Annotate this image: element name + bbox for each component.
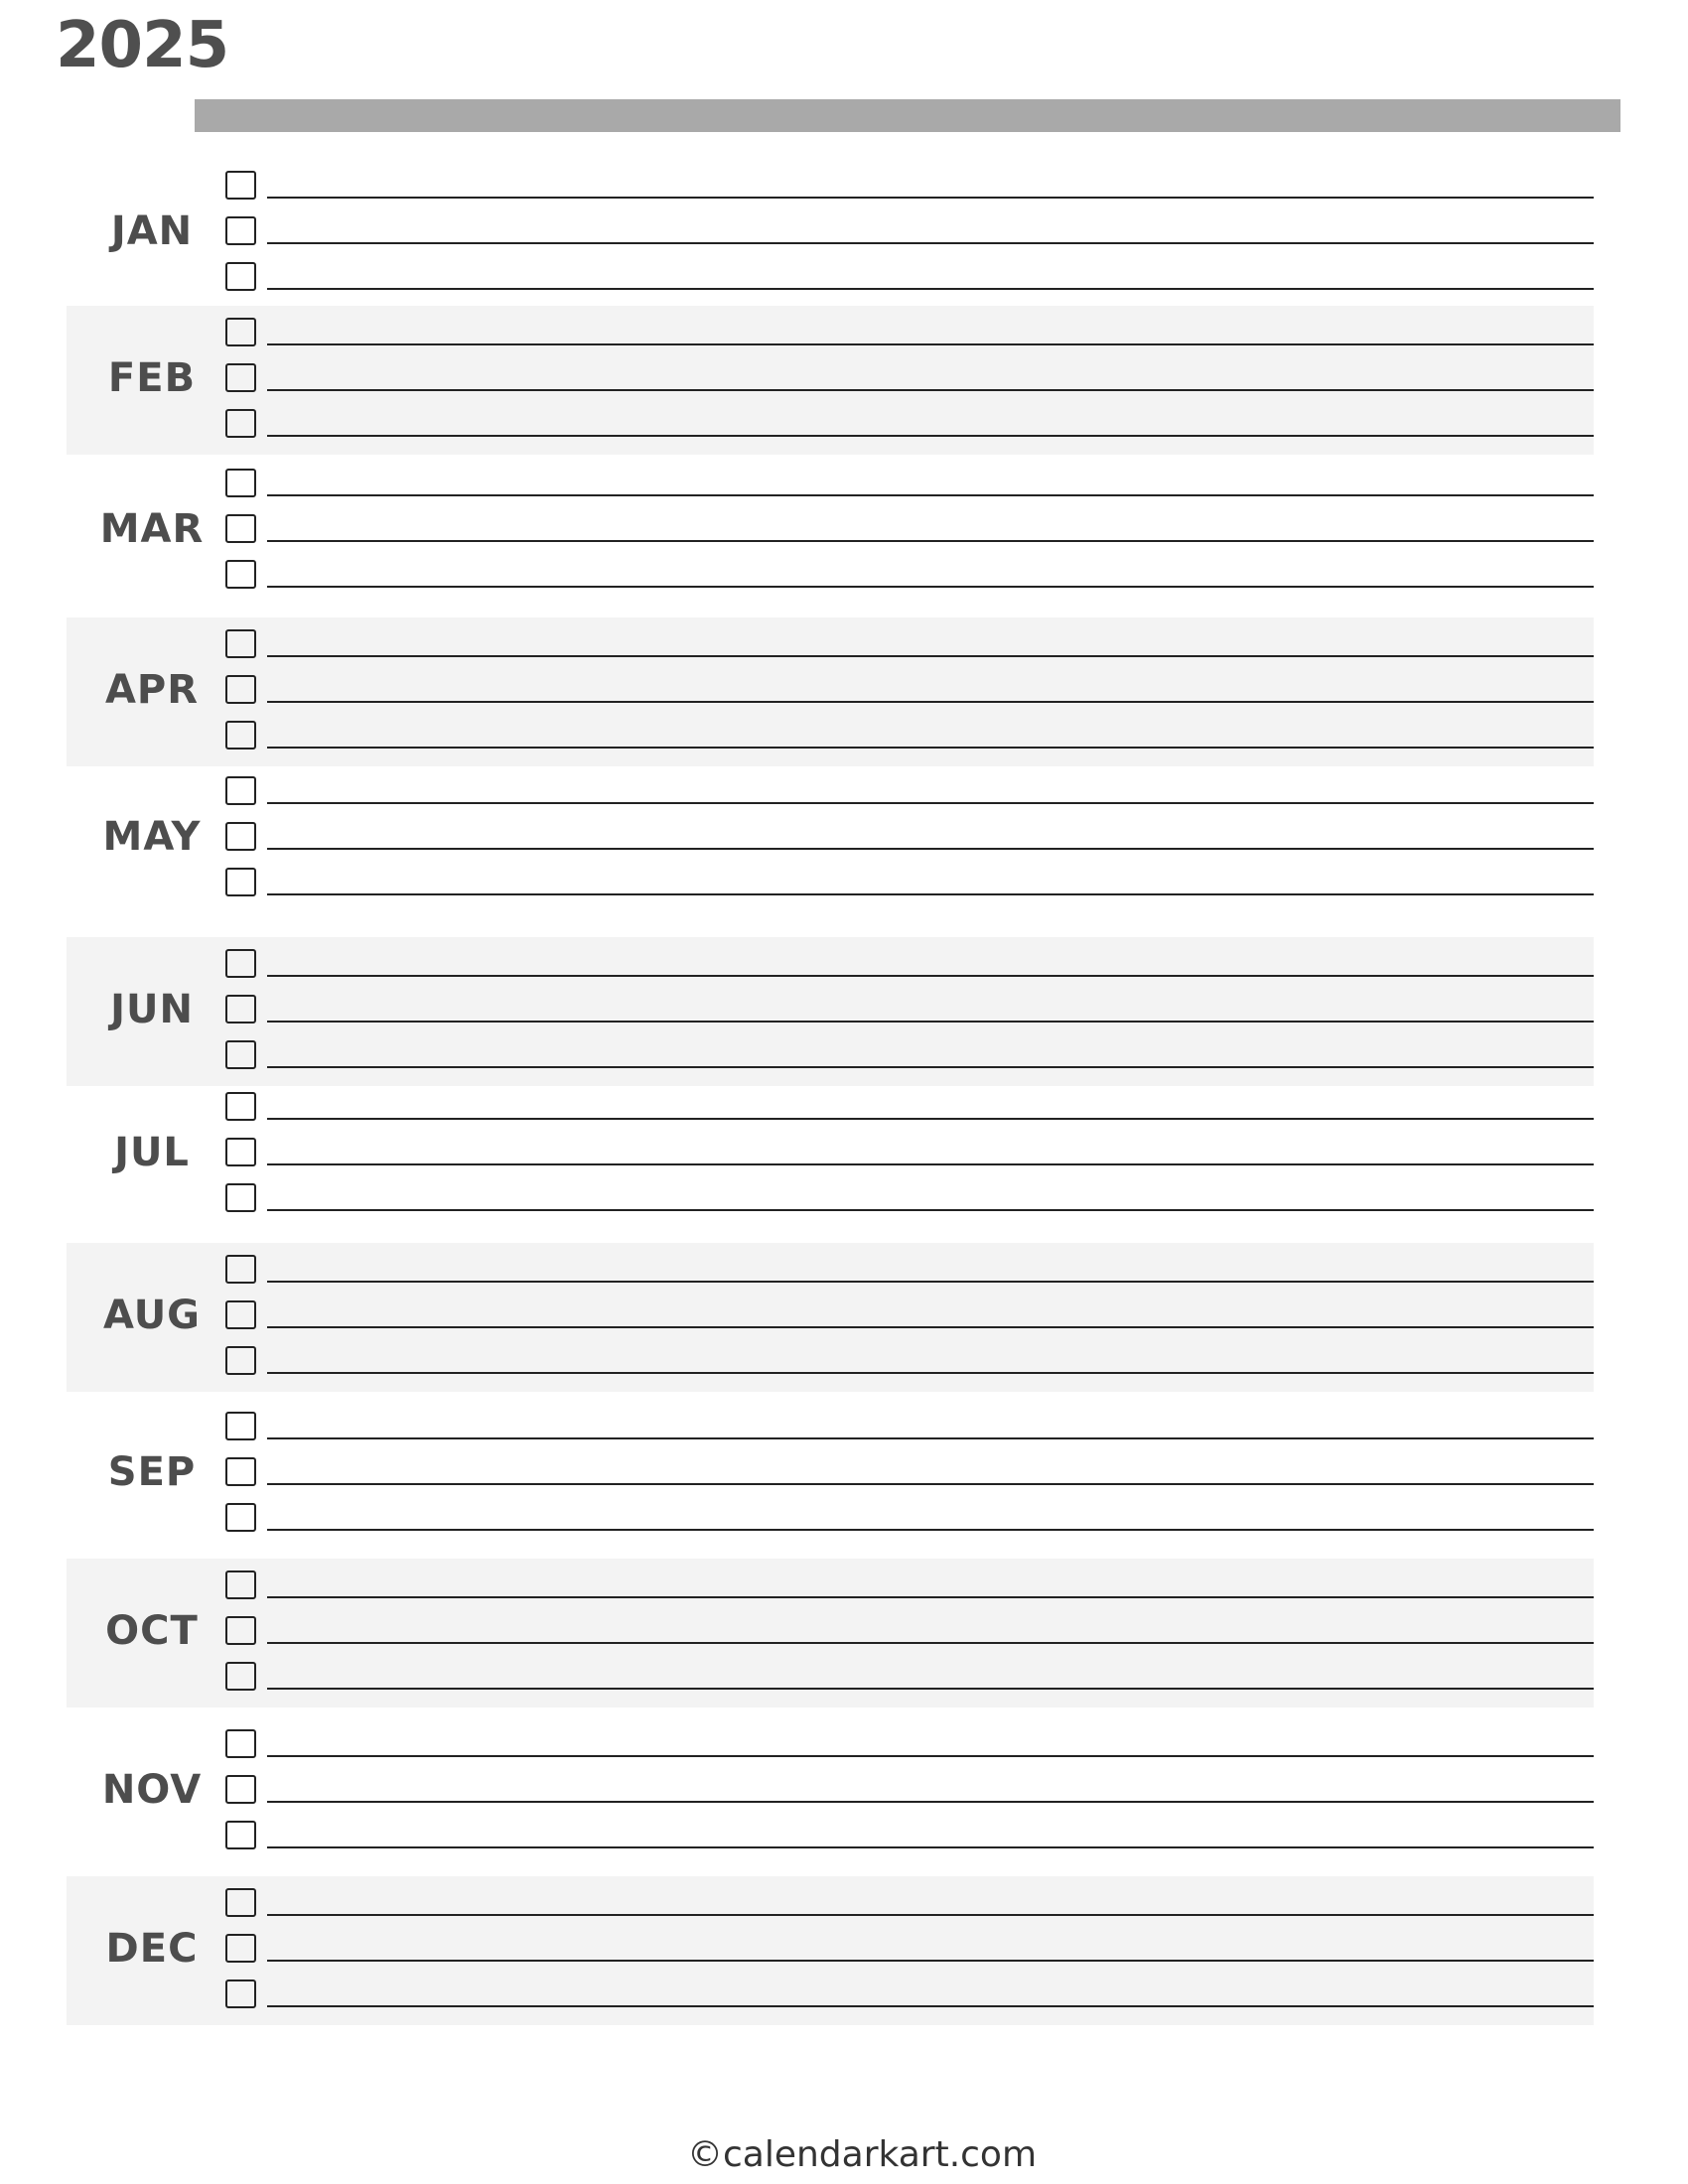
task-row bbox=[67, 258, 1594, 304]
task-checkbox[interactable] bbox=[225, 949, 256, 978]
task-checkbox[interactable] bbox=[225, 1183, 256, 1212]
task-checkbox[interactable] bbox=[225, 1457, 256, 1486]
task-row bbox=[67, 1293, 1594, 1342]
task-row bbox=[67, 1088, 1594, 1134]
task-row bbox=[67, 1658, 1594, 1704]
task-write-line[interactable] bbox=[267, 1118, 1594, 1120]
footer-site: calendarkart.com bbox=[722, 2134, 1038, 2175]
task-checkbox[interactable] bbox=[225, 675, 256, 704]
task-write-line[interactable] bbox=[267, 1801, 1594, 1803]
task-write-line[interactable] bbox=[267, 435, 1594, 437]
task-checkbox[interactable] bbox=[225, 1934, 256, 1963]
task-write-line[interactable] bbox=[267, 848, 1594, 850]
task-checkbox[interactable] bbox=[225, 514, 256, 543]
task-checkbox[interactable] bbox=[225, 1775, 256, 1804]
page-title: 2025 bbox=[56, 9, 229, 82]
task-row bbox=[67, 1884, 1594, 1930]
task-write-line[interactable] bbox=[267, 655, 1594, 657]
task-write-line[interactable] bbox=[267, 1755, 1594, 1757]
task-write-line[interactable] bbox=[267, 1281, 1594, 1283]
task-row bbox=[67, 167, 1594, 212]
month-label: MAY bbox=[102, 814, 202, 860]
task-write-line[interactable] bbox=[267, 197, 1594, 199]
month-label: JAN bbox=[110, 208, 194, 254]
task-row bbox=[67, 1926, 1594, 1976]
task-checkbox[interactable] bbox=[225, 409, 256, 438]
task-row bbox=[67, 1767, 1594, 1817]
task-checkbox[interactable] bbox=[225, 1662, 256, 1691]
task-row bbox=[67, 1408, 1594, 1453]
task-write-line[interactable] bbox=[267, 701, 1594, 703]
task-row bbox=[67, 625, 1594, 671]
task-checkbox[interactable] bbox=[225, 1888, 256, 1917]
task-checkbox[interactable] bbox=[225, 469, 256, 497]
task-checkbox[interactable] bbox=[225, 1729, 256, 1758]
task-checkbox[interactable] bbox=[225, 1570, 256, 1599]
task-row bbox=[67, 1179, 1594, 1225]
task-write-line[interactable] bbox=[267, 1209, 1594, 1211]
task-row bbox=[67, 1725, 1594, 1771]
task-write-line[interactable] bbox=[267, 1960, 1594, 1962]
task-row bbox=[67, 1130, 1594, 1179]
task-row bbox=[67, 987, 1594, 1036]
task-write-line[interactable] bbox=[267, 540, 1594, 542]
month-section-sep bbox=[67, 1400, 1594, 1549]
month-label: JUL bbox=[114, 1130, 190, 1175]
month-section-feb bbox=[67, 306, 1594, 455]
month-label: OCT bbox=[105, 1608, 199, 1654]
task-checkbox[interactable] bbox=[225, 995, 256, 1024]
task-row bbox=[67, 1817, 1594, 1862]
task-checkbox[interactable] bbox=[225, 363, 256, 392]
task-checkbox[interactable] bbox=[225, 171, 256, 200]
task-row bbox=[67, 772, 1594, 818]
month-section-may bbox=[67, 764, 1594, 913]
task-checkbox[interactable] bbox=[225, 868, 256, 896]
task-write-line[interactable] bbox=[267, 2005, 1594, 2007]
month-section-apr bbox=[67, 617, 1594, 766]
month-section-jun bbox=[67, 937, 1594, 1086]
task-checkbox[interactable] bbox=[225, 1412, 256, 1440]
task-checkbox[interactable] bbox=[225, 262, 256, 291]
task-write-line[interactable] bbox=[267, 242, 1594, 244]
task-row bbox=[67, 556, 1594, 602]
month-section-nov bbox=[67, 1717, 1594, 1866]
month-section-jan bbox=[67, 159, 1594, 308]
task-row bbox=[67, 717, 1594, 762]
task-write-line[interactable] bbox=[267, 1437, 1594, 1439]
task-write-line[interactable] bbox=[267, 343, 1594, 345]
task-row bbox=[67, 667, 1594, 717]
task-write-line[interactable] bbox=[267, 1914, 1594, 1916]
task-checkbox[interactable] bbox=[225, 1821, 256, 1849]
month-section-oct bbox=[67, 1559, 1594, 1707]
task-checkbox[interactable] bbox=[225, 721, 256, 750]
task-checkbox[interactable] bbox=[225, 318, 256, 346]
task-write-line[interactable] bbox=[267, 802, 1594, 804]
month-section-dec bbox=[67, 1876, 1594, 2025]
task-row bbox=[67, 355, 1594, 405]
month-label: FEB bbox=[107, 355, 197, 401]
task-checkbox[interactable] bbox=[225, 1040, 256, 1069]
task-checkbox[interactable] bbox=[225, 1979, 256, 2008]
task-write-line[interactable] bbox=[267, 1483, 1594, 1485]
task-row bbox=[67, 314, 1594, 359]
task-checkbox[interactable] bbox=[225, 1616, 256, 1645]
task-row bbox=[67, 1342, 1594, 1388]
task-write-line[interactable] bbox=[267, 1066, 1594, 1068]
month-section-mar bbox=[67, 457, 1594, 606]
task-write-line[interactable] bbox=[267, 893, 1594, 895]
task-checkbox[interactable] bbox=[225, 1092, 256, 1121]
month-section-aug bbox=[67, 1243, 1594, 1392]
month-label: DEC bbox=[105, 1926, 199, 1972]
task-row bbox=[67, 1567, 1594, 1612]
task-write-line[interactable] bbox=[267, 1596, 1594, 1598]
task-row bbox=[67, 814, 1594, 864]
task-row bbox=[67, 465, 1594, 510]
footer-credit bbox=[0, 2134, 1688, 2175]
task-write-line[interactable] bbox=[267, 1529, 1594, 1531]
month-section-jul bbox=[67, 1080, 1594, 1229]
task-row bbox=[67, 1499, 1594, 1545]
task-write-line[interactable] bbox=[267, 747, 1594, 749]
month-label: MAR bbox=[99, 506, 205, 552]
task-checkbox[interactable] bbox=[225, 1300, 256, 1329]
task-row bbox=[67, 208, 1594, 258]
task-checkbox[interactable] bbox=[225, 776, 256, 805]
copyright-icon: © bbox=[686, 2134, 723, 2175]
month-label: AUG bbox=[102, 1293, 202, 1338]
task-write-line[interactable] bbox=[267, 1846, 1594, 1848]
task-checkbox[interactable] bbox=[225, 629, 256, 658]
task-checkbox[interactable] bbox=[225, 1138, 256, 1166]
task-write-line[interactable] bbox=[267, 1326, 1594, 1328]
task-checkbox[interactable] bbox=[225, 560, 256, 589]
task-row bbox=[67, 1608, 1594, 1658]
task-write-line[interactable] bbox=[267, 1021, 1594, 1023]
task-row bbox=[67, 1976, 1594, 2021]
task-row bbox=[67, 1449, 1594, 1499]
task-write-line[interactable] bbox=[267, 389, 1594, 391]
task-row bbox=[67, 1251, 1594, 1297]
month-label: NOV bbox=[101, 1767, 203, 1813]
task-row bbox=[67, 506, 1594, 556]
task-row bbox=[67, 864, 1594, 909]
task-checkbox[interactable] bbox=[225, 1346, 256, 1375]
task-write-line[interactable] bbox=[267, 494, 1594, 496]
task-write-line[interactable] bbox=[267, 1642, 1594, 1644]
task-write-line[interactable] bbox=[267, 586, 1594, 588]
task-write-line[interactable] bbox=[267, 1163, 1594, 1165]
task-write-line[interactable] bbox=[267, 288, 1594, 290]
task-checkbox[interactable] bbox=[225, 822, 256, 851]
task-write-line[interactable] bbox=[267, 1688, 1594, 1690]
month-label: SEP bbox=[107, 1449, 197, 1495]
task-checkbox[interactable] bbox=[225, 216, 256, 245]
task-write-line[interactable] bbox=[267, 975, 1594, 977]
month-label: JUN bbox=[110, 987, 194, 1032]
task-row bbox=[67, 945, 1594, 991]
task-row bbox=[67, 1036, 1594, 1082]
task-write-line[interactable] bbox=[267, 1372, 1594, 1374]
task-checkbox[interactable] bbox=[225, 1503, 256, 1532]
task-row bbox=[67, 405, 1594, 451]
month-label: APR bbox=[104, 667, 200, 713]
task-checkbox[interactable] bbox=[225, 1255, 256, 1284]
